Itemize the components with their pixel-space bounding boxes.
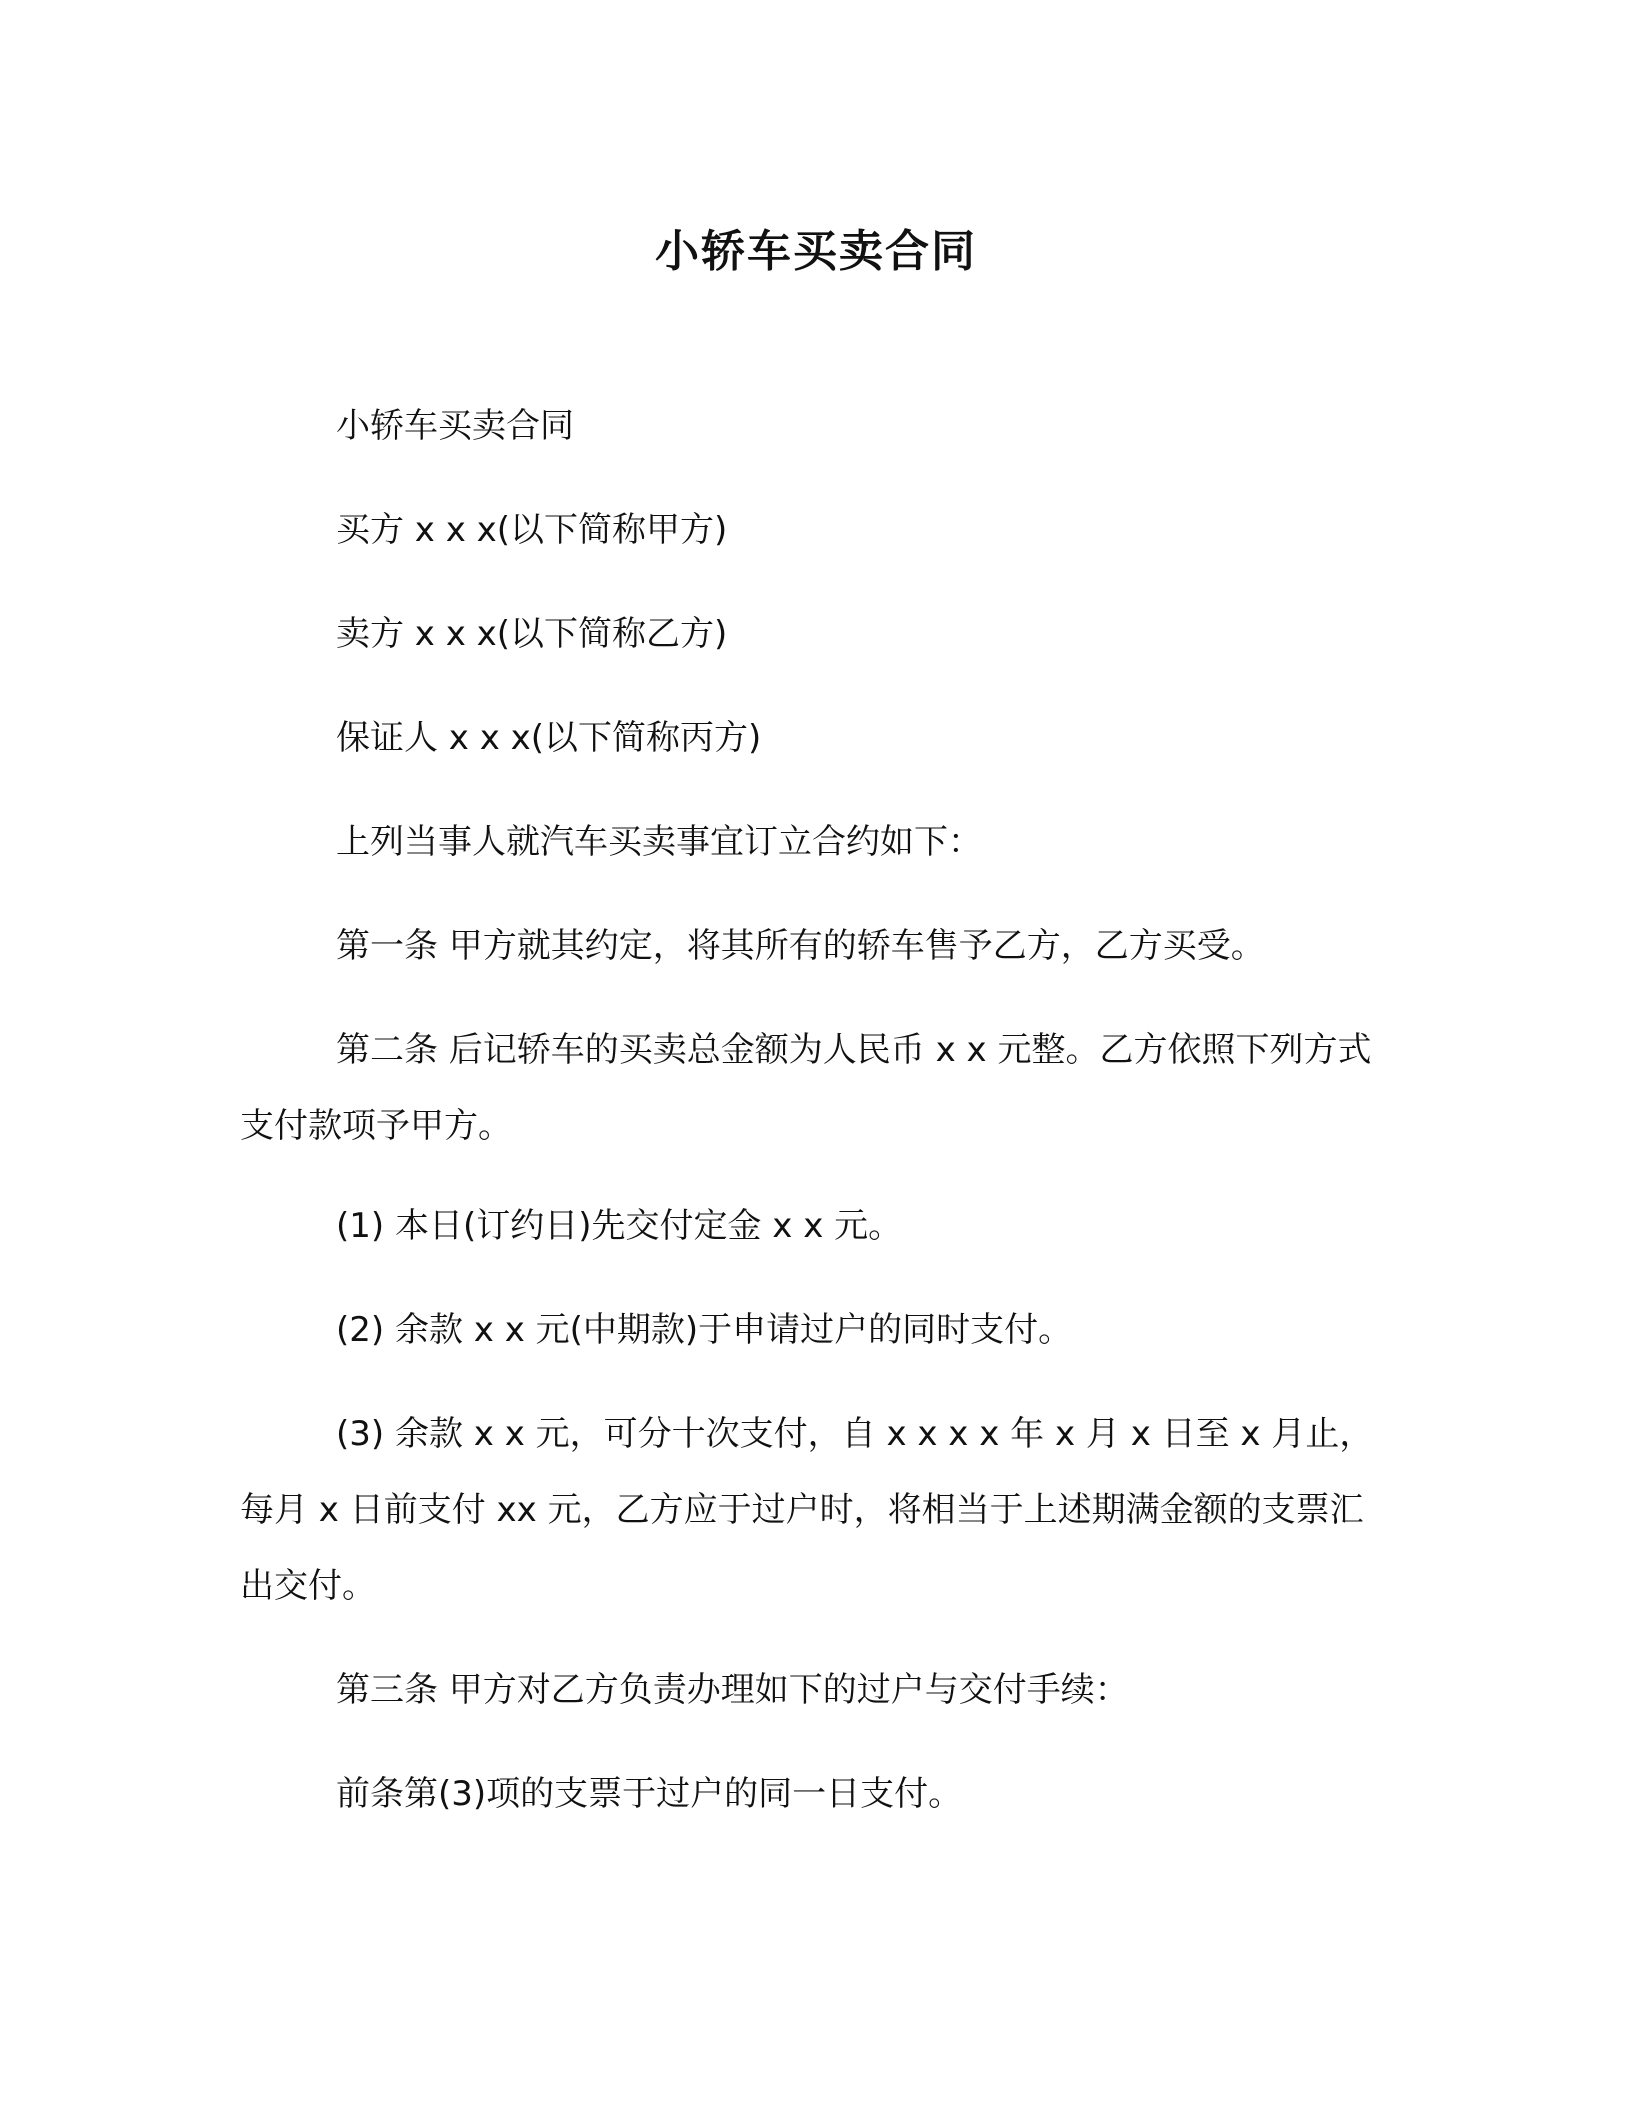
paragraph-seller: 卖方 x x x(以下简称乙方) (336, 614, 728, 654)
paragraph-item-2: (2) 余款 x x 元(中期款)于申请过户的同时支付。 (336, 1310, 1073, 1350)
paragraph-article-1: 第一条 甲方就其约定，将其所有的轿车售予乙方，乙方买受。 (336, 926, 1265, 966)
paragraph-heading: 小轿车买卖合同 (336, 406, 574, 446)
paragraph-item-1: (1) 本日(订约日)先交付定金 x x 元。 (336, 1206, 903, 1246)
paragraph-preamble: 上列当事人就汽车买卖事宜订立合约如下： (336, 822, 982, 862)
document-title: 小轿车买卖合同 (655, 226, 977, 277)
paragraph-buyer: 买方 x x x(以下简称甲方) (336, 510, 728, 550)
paragraph-item-3: (3) 余款 x x 元，可分十次支付，自 x x x x 年 x 月 x 日至 x 月止，每月 x 日前支付 xx 元，乙方应于过户时，将相当于上述期满金额的支票汇出交付。 (240, 1414, 1374, 1606)
paragraph-guarantor: 保证人 x x x(以下简称丙方) (336, 718, 762, 758)
paragraph-cheque-note: 前条第(3)项的支票于过户的同一日支付。 (336, 1774, 963, 1814)
paragraph-article-3: 第三条 甲方对乙方负责办理如下的过户与交付手续： (336, 1670, 1129, 1710)
paragraph-article-2: 第二条 后记轿车的买卖总金额为人民币 x x 元整。乙方依照下列方式支付款项予甲方。 (240, 1030, 1372, 1146)
